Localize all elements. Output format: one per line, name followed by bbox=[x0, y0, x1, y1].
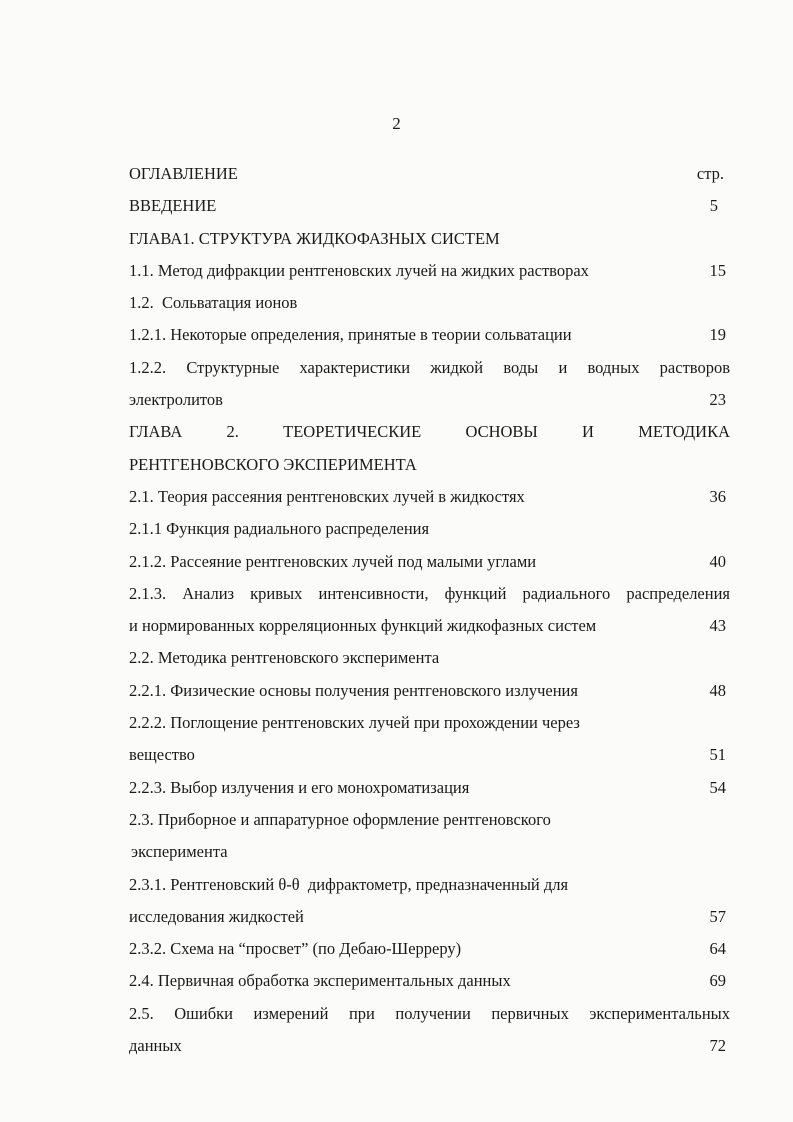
toc-entry-page: 43 bbox=[709, 616, 726, 636]
toc-entry bbox=[129, 386, 730, 418]
toc-entry-page: 51 bbox=[709, 745, 726, 765]
toc-entry-page: 57 bbox=[709, 906, 726, 926]
toc-entry-text: 2.1.1 Функция радиального распределения bbox=[129, 519, 430, 539]
toc-entry bbox=[129, 451, 730, 483]
toc-entry bbox=[129, 903, 730, 935]
toc-entry-text: эксперимента bbox=[131, 842, 228, 862]
toc-entry bbox=[129, 289, 730, 321]
toc-entry-text: 1.2.1. Некоторые определения, принятые в теории сольватации bbox=[129, 325, 572, 345]
toc-entry-text: ГЛАВА1. СТРУКТУРА ЖИДКОФАЗНЫХ СИСТЕМ bbox=[129, 228, 500, 248]
toc-entry-text: 2.1.3. Анализ кривых интенсивности, функций радиального распределения bbox=[129, 583, 730, 603]
toc-entry bbox=[129, 806, 730, 838]
toc-entry bbox=[129, 321, 730, 353]
toc-entry-page: 5 bbox=[709, 196, 718, 216]
toc-entry-text: 1.2.2. Структурные характеристики жидкой воды и водных растворов bbox=[129, 357, 730, 377]
toc-entry bbox=[129, 677, 730, 709]
toc-entry-text: исследования жидкостей bbox=[129, 906, 304, 926]
page-number: 2 bbox=[392, 114, 401, 133]
page-column-label: стр. bbox=[696, 164, 724, 183]
toc-entry bbox=[129, 774, 730, 806]
toc-entry-text: 2.1.2. Рассеяние рентгеновских лучей под малыми углами bbox=[129, 551, 537, 571]
toc-entry-text: ГЛАВА 2. ТЕОРЕТИЧЕСКИЕ ОСНОВЫ И МЕТОДИКА bbox=[129, 422, 730, 442]
toc-entry bbox=[129, 871, 730, 903]
toc-entry-text: 1.1. Метод дифракции рентгеновских лучей на жидких растворах bbox=[129, 260, 589, 280]
toc-entry bbox=[129, 644, 730, 676]
toc-entry-text: и нормированных корреляционных функций жидкофазных систем bbox=[129, 616, 597, 636]
toc-entry bbox=[129, 257, 730, 289]
toc-entry-text: РЕНТГЕНОВСКОГО ЭКСПЕРИМЕНТА bbox=[129, 454, 417, 474]
toc-entry-text: 2.5. Ошибки измерений при получении первичных экспериментальных bbox=[129, 1003, 730, 1023]
toc-entry-text: 2.3. Приборное и аппаратурное оформление рентгеновского bbox=[129, 809, 551, 829]
toc-entry-text: 2.1. Теория рассеяния рентгеновских лучей в жидкостях bbox=[129, 486, 525, 506]
toc-entry bbox=[129, 580, 730, 612]
toc-entry-page: 15 bbox=[709, 260, 726, 280]
toc-heading-row bbox=[129, 160, 730, 192]
toc-entry bbox=[129, 709, 730, 741]
toc-entry-text: вещество bbox=[129, 745, 195, 765]
table-of-contents bbox=[129, 160, 730, 1064]
toc-entry-page: 40 bbox=[709, 551, 726, 571]
toc-entry bbox=[129, 515, 730, 547]
toc-entry-text: 2.3.1. Рентгеновский θ-θ дифрактометр, предназначенный для bbox=[129, 874, 569, 894]
toc-entry bbox=[129, 935, 730, 967]
toc-entry bbox=[129, 548, 730, 580]
toc-entry bbox=[129, 838, 730, 870]
toc-entry bbox=[129, 418, 730, 450]
toc-entry bbox=[129, 354, 730, 386]
toc-entry bbox=[129, 483, 730, 515]
toc-entry bbox=[129, 192, 730, 224]
toc-entry bbox=[129, 612, 730, 644]
toc-entry-page: 64 bbox=[709, 939, 726, 959]
toc-entry-text: 2.2.1. Физические основы получения рентгеновского излучения bbox=[129, 680, 578, 700]
toc-entry-page: 54 bbox=[709, 777, 726, 797]
toc-entry-text: 2.2.2. Поглощение рентгеновских лучей при прохождении через bbox=[129, 713, 580, 733]
toc-entry-text: 2.3.2. Схема на “просвет” (по Дебаю-Шерреру) bbox=[129, 939, 462, 959]
toc-entry-page: 19 bbox=[709, 325, 726, 345]
toc-entry-text: данных bbox=[129, 1036, 182, 1056]
toc-entry bbox=[129, 1032, 730, 1064]
toc-entry-text: 2.2. Методика рентгеновского эксперимента bbox=[129, 648, 440, 668]
toc-entry-text: 2.4. Первичная обработка экспериментальных данных bbox=[129, 971, 511, 991]
toc-entry-page: 36 bbox=[709, 486, 726, 506]
toc-heading: ОГЛАВЛЕНИЕ bbox=[129, 164, 238, 183]
toc-entry bbox=[129, 225, 730, 257]
toc-entry bbox=[129, 741, 730, 773]
toc-entry-page: 23 bbox=[709, 390, 726, 410]
toc-entry bbox=[129, 967, 730, 999]
toc-entry-text: ВВЕДЕНИЕ bbox=[129, 196, 217, 216]
toc-entry-text: 1.2. Сольватация ионов bbox=[129, 293, 298, 313]
toc-entry bbox=[129, 1000, 730, 1032]
toc-entry-page: 48 bbox=[709, 680, 726, 700]
toc-entry-text: электролитов bbox=[129, 390, 223, 410]
toc-entry-page: 69 bbox=[709, 971, 726, 991]
toc-entry-page: 72 bbox=[709, 1036, 726, 1056]
toc-entry-text: 2.2.3. Выбор излучения и его монохроматизация bbox=[129, 777, 470, 797]
